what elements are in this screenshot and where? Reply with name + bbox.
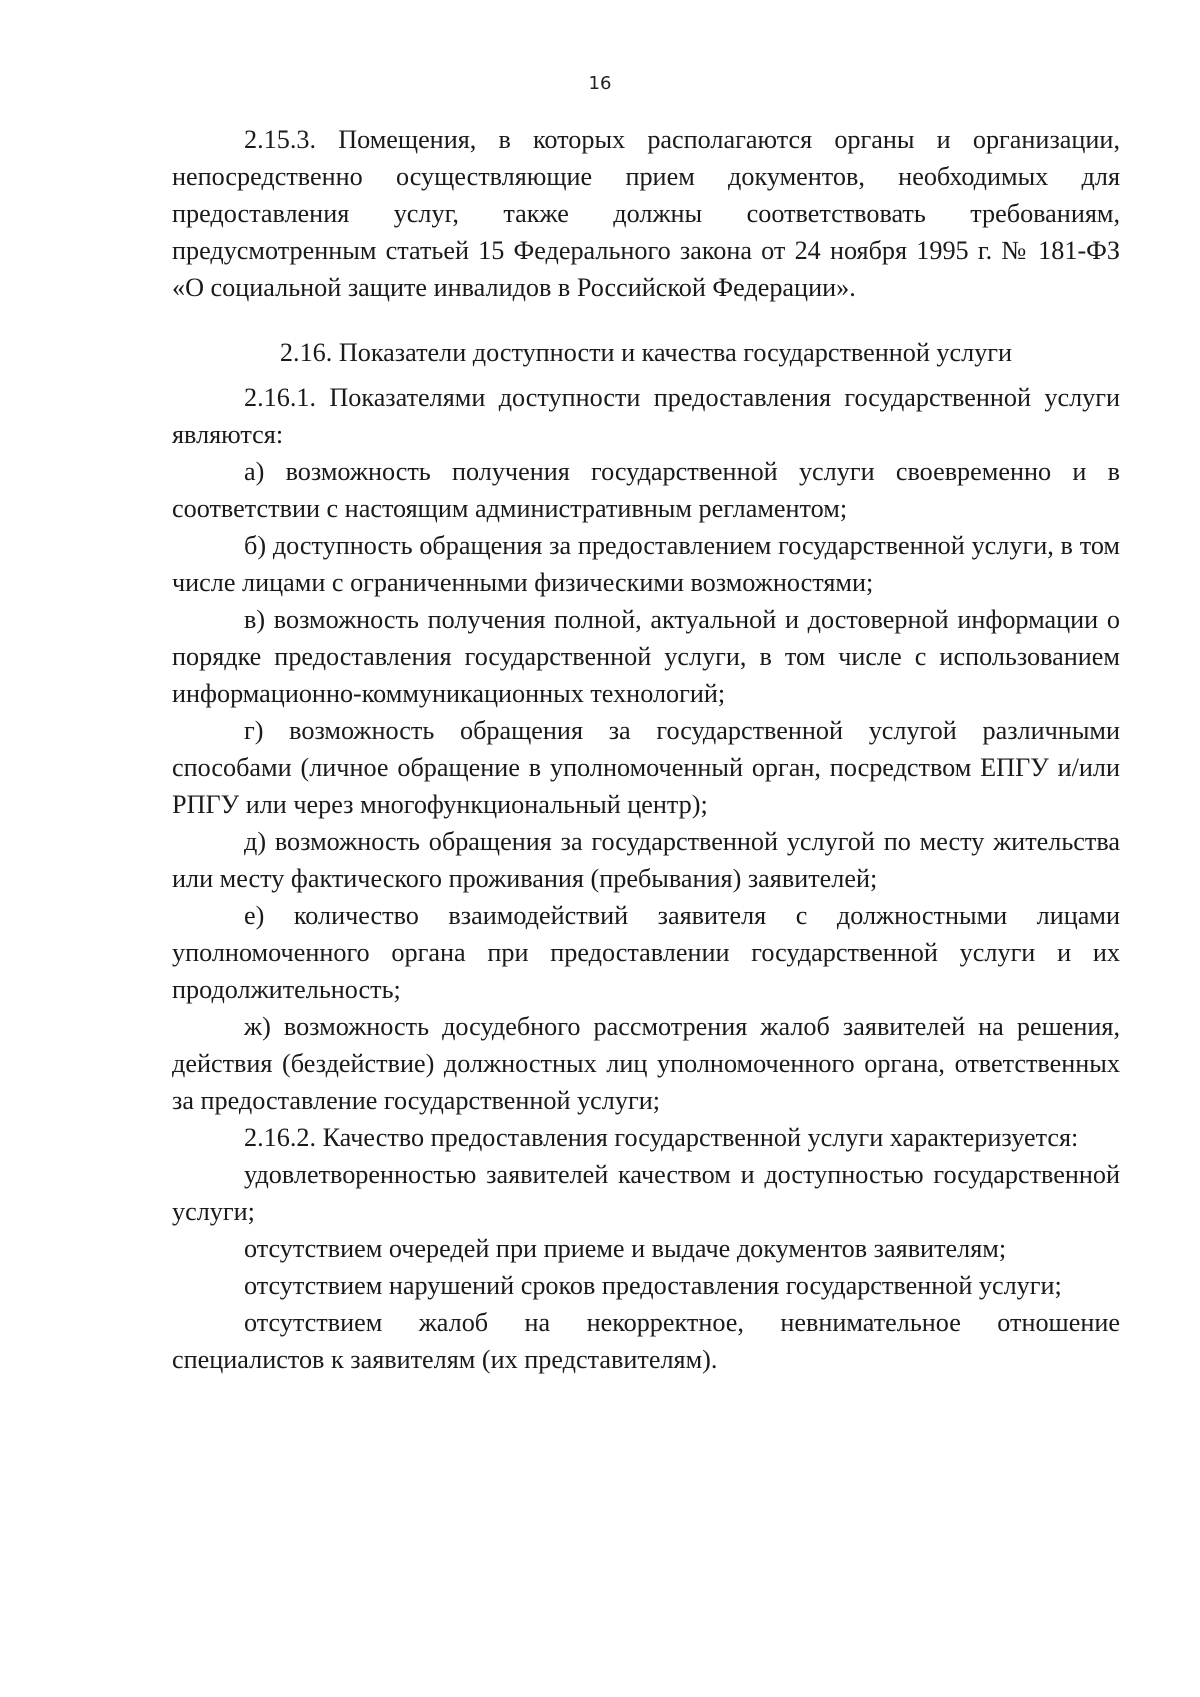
list-item-2-16-2-4: отсутствием жалоб на некорректное, невнимательное отношение специалистов к заявителям (их представителям). (172, 1308, 1120, 1374)
list-item-2-16-1-zh: ж) возможность досудебного рассмотрения жалоб заявителей на решения, действия (бездействие) должностных лиц уполномоченного органа, ответственных за предоставление государственной услуги; (172, 1012, 1120, 1115)
list-item-2-16-1-v: в) возможность получения полной, актуальной и достоверной информации о порядке предоставления государственной услуги, в том числе с использованием информационно-коммуникационных технологий; (172, 605, 1120, 708)
document-body (172, 121, 1120, 1378)
section-heading-2-16: 2.16. Показатели доступности и качества государственной услуги (279, 338, 1013, 367)
list-item-2-16-1-d: д) возможность обращения за государственной услугой по месту жительства или месту фактического проживания (пребывания) заявителей; (172, 827, 1120, 893)
list-item-2-16-1-g: г) возможность обращения за государственной услугой различными способами (личное обращение в уполномоченный орган, посредством ЕПГУ и/или РПГУ или через многофункциональный центр); (172, 716, 1120, 819)
paragraph-2-15-3: 2.15.3. Помещения, в которых располагаются органы и организации, непосредственно осуществляющие прием документов, необходимых для предоставления услуг, также должны соответствовать требованиям, предусмотренным статьей 15 Федерального закона от 24 ноября 1995 г. № 181-ФЗ «О социальной защите инвалидов в Российской Федерации». (172, 125, 1120, 302)
page-number: 16 (588, 73, 612, 94)
list-item-2-16-1-b: б) доступность обращения за предоставлением государственной услуги, в том числе лицами с ограниченными физическими возможностями; (172, 531, 1120, 597)
paragraph-2-16-1-intro: 2.16.1. Показателями доступности предоставления государственной услуги являются: (172, 383, 1120, 449)
list-item-2-16-2-2: отсутствием очередей при приеме и выдаче документов заявителям; (244, 1234, 1007, 1263)
list-item-2-16-2-3: отсутствием нарушений сроков предоставления государственной услуги; (244, 1271, 1062, 1300)
paragraph-2-16-2-intro: 2.16.2. Качество предоставления государственной услуги характеризуется: (244, 1123, 1079, 1152)
list-item-2-16-2-1: удовлетворенностью заявителей качеством и доступностью государственной услуги; (172, 1160, 1120, 1226)
list-item-2-16-1-e: е) количество взаимодействий заявителя с должностными лицами уполномоченного органа при предоставлении государственной услуги и их продолжительность; (172, 901, 1120, 1004)
list-item-2-16-1-a: а) возможность получения государственной услуги своевременно и в соответствии с настоящим административным регламентом; (172, 457, 1120, 523)
